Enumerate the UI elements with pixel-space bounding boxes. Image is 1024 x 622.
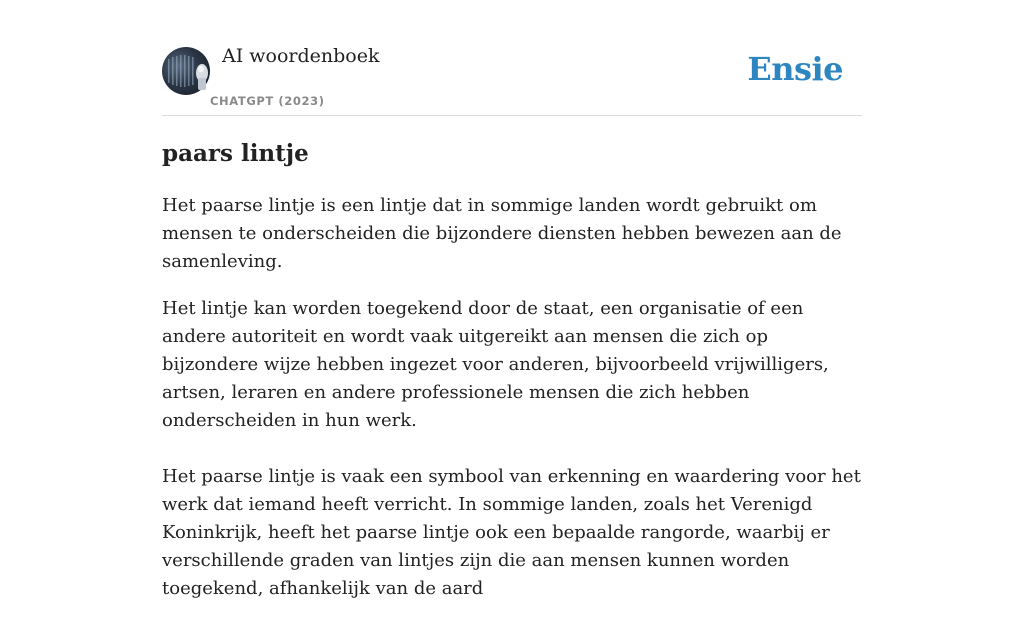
definition-paragraph: Het paarse lintje is vaak een symbool van erkenning en waardering voor het werk dat iemand heeft verricht. In sommige landen, zoals het Verenigd Koninkrijk, heeft het paarse lintje ook een bepaalde rangorde, waarbij er verschillende graden van lintjes zijn die aan mensen kunnen worden toegekend, afhankelijk van de aard — [162, 466, 861, 599]
entry-definition — [162, 192, 862, 622]
page-container — [162, 0, 862, 599]
entry-term: paars lintje — [162, 140, 309, 167]
source-subtitle: CHATGPT (2023) — [210, 94, 325, 108]
definition-paragraph: Het paarse lintje is een lintje dat in sommige landen wordt gebruikt om mensen te onderscheiden die bijzondere diensten hebben bewezen aan de samenleving. — [162, 195, 842, 272]
robot-avatar-icon — [162, 47, 210, 95]
source-avatar[interactable] — [162, 47, 210, 95]
brand-logo[interactable]: Ensie — [747, 50, 843, 88]
source-header — [162, 0, 862, 116]
definition-paragraph: Het lintje kan worden toegekend door de staat, een organisatie of een andere autoriteit en wordt vaak uitgereikt aan mensen die zich op bijzondere wijze hebben ingezet voor anderen, bijvoorbeeld vrijwilligers, artsen, leraren en andere professionele mensen die zich hebben onderscheiden in hun werk. — [162, 298, 829, 431]
source-title[interactable]: AI woordenboek — [222, 45, 380, 67]
